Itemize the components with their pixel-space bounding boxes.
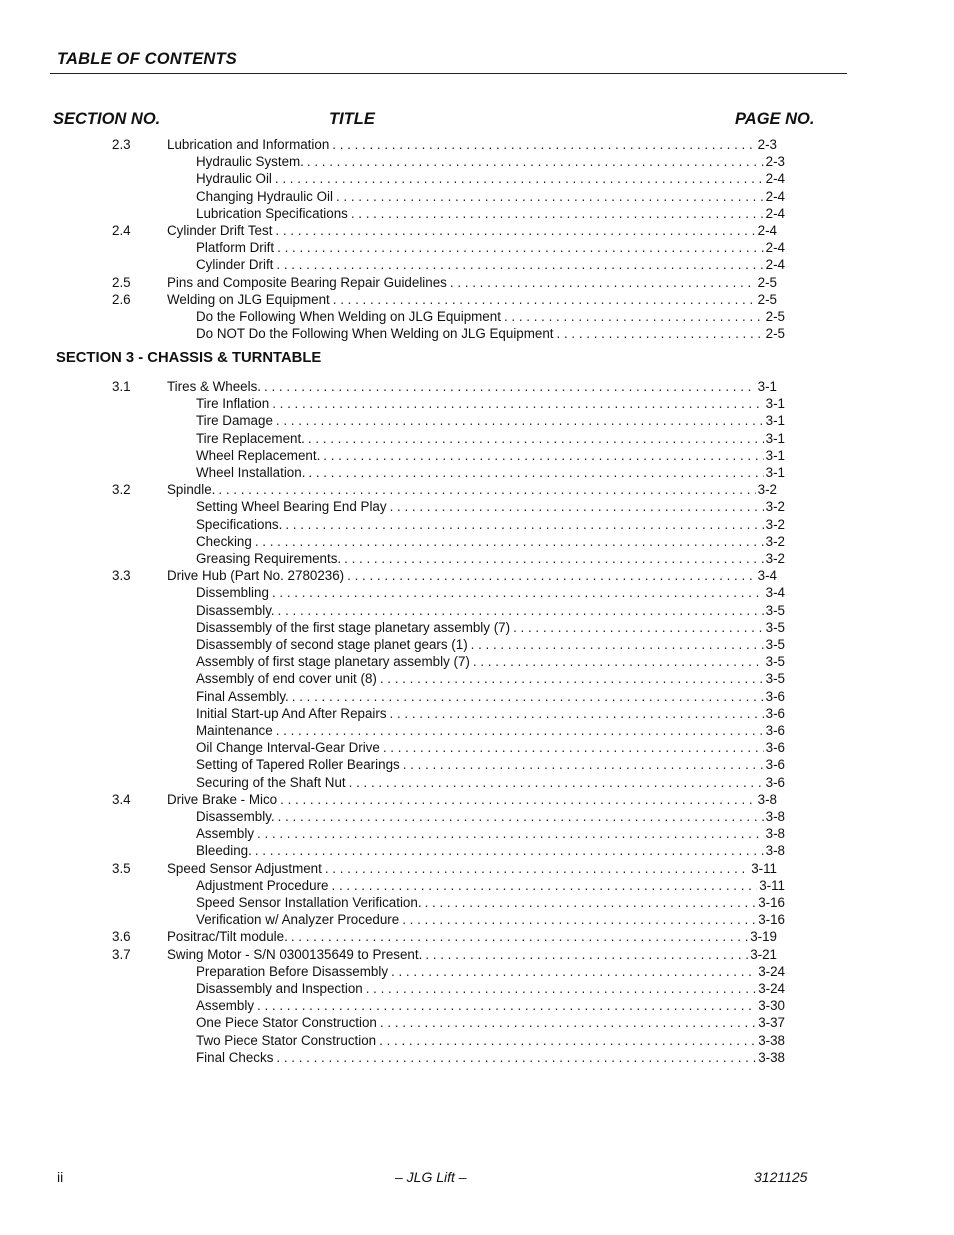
toc-dot-leader	[292, 688, 764, 705]
toc-page-number: 3-30	[758, 998, 785, 1014]
toc-entry-title: Wheel Installation.	[196, 465, 306, 480]
toc-dot-leader	[471, 636, 764, 653]
toc-section-number: 2.5	[112, 274, 131, 290]
column-heading-section-no: SECTION NO.	[53, 110, 161, 128]
toc-subsection-row	[0, 447, 954, 464]
footer-page-number: ii	[57, 1169, 64, 1185]
toc-page-number: 3-6	[765, 688, 785, 704]
toc-subsection-row	[0, 980, 954, 997]
toc-page-number: 3-1	[765, 430, 785, 446]
toc-section-row	[0, 860, 954, 877]
toc-entry-title: Hydraulic Oil	[196, 171, 272, 187]
toc-dot-leader	[276, 722, 764, 739]
toc-dot-leader	[383, 739, 764, 756]
toc-dot-leader	[379, 1032, 756, 1049]
toc-subsection-row	[0, 894, 954, 911]
toc-page-number: 3-11	[759, 877, 785, 893]
toc-page-number: 3-6	[765, 723, 785, 738]
toc-subsection-row	[0, 170, 954, 187]
toc-entry	[196, 722, 785, 739]
toc-section-number: 3.6	[112, 929, 131, 945]
toc-dot-leader	[403, 756, 764, 773]
toc-page-number: 3-6	[765, 740, 785, 756]
toc-dot-leader	[504, 308, 764, 325]
toc-dot-leader	[257, 997, 756, 1014]
toc-entry	[196, 395, 785, 412]
toc-page-number: 3-2	[757, 482, 777, 498]
toc-entry	[196, 705, 785, 722]
toc-entry-title: Tire Replacement.	[196, 430, 305, 446]
toc-subsection-row	[0, 1014, 954, 1031]
toc-page-number: 3-1	[765, 413, 785, 429]
toc-section-row	[0, 136, 954, 153]
toc-entry	[196, 619, 785, 636]
toc-section-row	[0, 222, 954, 239]
toc-dot-leader	[275, 222, 755, 239]
toc-page-number: 3-1	[757, 379, 777, 394]
toc-page-number: 3-6	[765, 774, 785, 790]
toc-entry-title: Cylinder Drift	[196, 257, 274, 273]
toc-subsection-row	[0, 395, 954, 412]
toc-entry-title: Bleeding.	[196, 843, 252, 859]
toc-dot-leader	[390, 705, 764, 722]
toc-dot-leader	[276, 1049, 756, 1066]
toc-entry	[196, 808, 785, 825]
toc-subsection-row	[0, 308, 954, 325]
toc-entry	[196, 239, 785, 256]
toc-subsection-row	[0, 653, 954, 670]
toc-entry-title: Final Checks	[196, 1049, 274, 1065]
toc-page-number: 3-24	[758, 981, 785, 996]
toc-entry-title: Speed Sensor Adjustment	[167, 860, 322, 876]
toc-entry	[196, 877, 785, 894]
toc-dot-leader	[333, 291, 756, 308]
toc-dot-leader	[425, 894, 757, 911]
toc-page-number: 3-11	[751, 860, 777, 876]
toc-page-number: 3-5	[765, 671, 785, 687]
toc-page-number: 3-24	[758, 963, 785, 979]
toc-subsection-row	[0, 516, 954, 533]
toc-dot-leader	[291, 928, 748, 945]
toc-dot-leader	[425, 946, 748, 963]
toc-entry	[167, 291, 777, 308]
toc-entry-title: Initial Start-up And After Repairs	[196, 705, 387, 721]
toc-dot-leader	[218, 481, 755, 498]
toc-subsection-row	[0, 774, 954, 791]
toc-page-number: 3-5	[765, 619, 785, 635]
toc-entry-title: Pins and Composite Bearing Repair Guidelines	[167, 274, 447, 290]
toc-subsection-row	[0, 325, 954, 342]
toc-dot-leader	[272, 584, 764, 601]
toc-entry-title: Oil Change Interval-Gear Drive	[196, 740, 380, 756]
toc-entry-title: Tire Inflation	[196, 396, 270, 412]
toc-page-number: 2-5	[765, 326, 785, 342]
toc-subsection-row	[0, 619, 954, 636]
toc-entry	[196, 170, 785, 187]
toc-page-number: 2-4	[765, 257, 785, 273]
toc-dot-leader	[450, 274, 756, 291]
toc-subsection-row	[0, 877, 954, 894]
toc-entry	[196, 1032, 785, 1049]
toc-dot-leader	[255, 533, 764, 550]
toc-entry	[196, 670, 785, 687]
toc-section-row	[0, 928, 954, 945]
toc-dot-leader	[255, 842, 764, 859]
toc-subsection-row	[0, 239, 954, 256]
toc-subsection-row	[0, 430, 954, 447]
toc-section-number: 2.4	[112, 223, 131, 238]
toc-section-number: 3.2	[112, 482, 131, 498]
toc-entry-title: Adjustment Procedure	[196, 877, 329, 893]
toc-page-number: 2-5	[757, 274, 777, 290]
toc-entry	[196, 842, 785, 859]
toc-entry	[196, 997, 785, 1014]
toc-entry-title: Drive Brake - Mico	[167, 791, 278, 807]
toc-page-number: 2-4	[765, 188, 785, 204]
toc-entry	[167, 222, 777, 239]
toc-entry	[196, 205, 785, 222]
toc-entry	[196, 688, 785, 705]
toc-entry-title: Swing Motor - S/N 0300135649 to Present.	[167, 946, 423, 962]
toc-dot-leader	[473, 653, 764, 670]
toc-dot-leader	[276, 412, 764, 429]
toc-entry	[167, 946, 777, 963]
toc-dot-leader	[402, 911, 756, 928]
toc-entry-title: Verification w/ Analyzer Procedure	[196, 912, 400, 928]
toc-entry-title: Platform Drift	[196, 240, 275, 256]
toc-subsection-row	[0, 842, 954, 859]
toc-subsection-row	[0, 205, 954, 222]
header-divider	[50, 73, 847, 74]
toc-dot-leader	[349, 774, 764, 791]
toc-entry-title: Tires & Wheels.	[167, 379, 262, 394]
toc-page-number: 3-5	[765, 637, 785, 652]
column-heading-title: TITLE	[329, 110, 375, 128]
toc-dot-leader	[351, 205, 764, 222]
toc-entry-title: Securing of the Shaft Nut	[196, 774, 346, 790]
toc-entry-title: Cylinder Drift Test	[167, 223, 273, 238]
toc-page-number: 3-6	[765, 705, 785, 721]
toc-page-number: 3-4	[765, 585, 785, 601]
toc-page-number: 3-5	[765, 654, 785, 670]
toc-page-number: 2-4	[757, 223, 777, 238]
toc-entry-title: Final Assembly.	[196, 688, 289, 704]
toc-entry-title: Disassembly of second stage planet gears (1)	[196, 637, 468, 652]
toc-dot-leader	[332, 136, 755, 153]
toc-dot-leader	[278, 602, 764, 619]
toc-dot-leader	[272, 395, 763, 412]
toc-entry-title: Spindle.	[167, 482, 216, 498]
toc-entry	[196, 980, 785, 997]
toc-entry-title: Changing Hydraulic Oil	[196, 188, 333, 204]
toc-page-number: 3-1	[765, 465, 785, 480]
toc-entry	[196, 963, 785, 980]
toc-subsection-row	[0, 256, 954, 273]
toc-entry	[196, 256, 785, 273]
toc-subsection-row	[0, 498, 954, 515]
toc-entry-title: Disassembly of the first stage planetary assembly (7)	[196, 619, 511, 635]
toc-entry	[196, 653, 785, 670]
toc-dot-leader	[308, 430, 764, 447]
toc-dot-leader	[380, 670, 764, 687]
toc-section-row	[0, 481, 954, 498]
toc-page-number: 2-4	[765, 240, 785, 256]
toc-entry	[196, 325, 785, 342]
toc-page-number: 3-8	[765, 809, 785, 824]
toc-entry-title: Specifications.	[196, 516, 283, 532]
toc-entry-title: Setting Wheel Bearing End Play	[196, 499, 387, 515]
toc-section-row	[0, 378, 954, 395]
toc-entry	[196, 756, 785, 773]
toc-entry	[167, 791, 777, 808]
toc-entry	[196, 825, 785, 842]
toc-section-number: 2.3	[112, 137, 131, 152]
toc-entry-title: Greasing Requirements.	[196, 551, 342, 566]
toc-dot-leader	[264, 378, 756, 395]
toc-dot-leader	[277, 239, 764, 256]
toc-dot-leader	[336, 188, 764, 205]
toc-dot-leader	[257, 825, 764, 842]
toc-page-number: 3-1	[765, 396, 785, 412]
toc-entry-title: Disassembly and Inspection	[196, 981, 363, 996]
toc-entry	[196, 774, 785, 791]
toc-subsection-row	[0, 412, 954, 429]
toc-subsection-row	[0, 602, 954, 619]
toc-page-number: 3-38	[758, 1049, 785, 1065]
toc-page-number: 2-5	[757, 291, 777, 307]
toc-entry	[196, 430, 785, 447]
toc-entry	[167, 567, 777, 584]
toc-dot-leader	[280, 791, 756, 808]
toc-dot-leader	[307, 153, 764, 170]
toc-section-number: 3.3	[112, 568, 131, 584]
toc-section-number: 3.7	[112, 946, 131, 962]
toc-subsection-row	[0, 636, 954, 653]
toc-dot-leader	[380, 1014, 756, 1031]
toc-subsection-row	[0, 739, 954, 756]
toc-page-number: 3-5	[765, 602, 785, 618]
toc-entry	[196, 602, 785, 619]
toc-page-number: 3-8	[757, 791, 777, 807]
toc-entry-title: Preparation Before Disassembly	[196, 963, 389, 979]
toc-subsection-row	[0, 1049, 954, 1066]
toc-entry	[196, 550, 785, 567]
toc-dot-leader	[347, 567, 756, 584]
toc-subsection-row	[0, 464, 954, 481]
toc-section-row	[0, 567, 954, 584]
toc-dot-leader	[275, 170, 764, 187]
toc-subsection-row	[0, 825, 954, 842]
toc-subsection-row	[0, 188, 954, 205]
toc-entry-title: Assembly of end cover unit (8)	[196, 671, 377, 687]
toc-dot-leader	[276, 256, 763, 273]
toc-entry-title: Speed Sensor Installation Verification.	[196, 895, 422, 910]
toc-subsection-row	[0, 688, 954, 705]
toc-entry	[196, 584, 785, 601]
toc-section-row	[0, 291, 954, 308]
toc-entry	[196, 188, 785, 205]
toc-entry	[196, 447, 785, 464]
toc-subsection-row	[0, 756, 954, 773]
toc-entry-title: Do NOT Do the Following When Welding on JLG Equipment	[196, 326, 554, 342]
toc-subsection-row	[0, 911, 954, 928]
toc-entry-title: Two Piece Stator Construction	[196, 1032, 377, 1048]
toc-entry	[196, 516, 785, 533]
toc-entry	[196, 153, 785, 170]
toc-entry	[167, 928, 777, 945]
toc-page-number: 2-4	[765, 205, 785, 221]
column-heading-page-no: PAGE NO.	[735, 110, 815, 128]
toc-dot-leader	[325, 860, 749, 877]
toc-page-number: 3-37	[758, 1015, 785, 1031]
toc-section-row	[0, 946, 954, 963]
toc-entry-title: Drive Hub (Part No. 2780236)	[167, 568, 345, 584]
toc-page-number: 3-1	[765, 447, 785, 463]
toc-subsection-row	[0, 550, 954, 567]
toc-subsection-row	[0, 722, 954, 739]
toc-page-number: 3-8	[765, 826, 785, 842]
toc-entry	[196, 533, 785, 550]
toc-section-number: 3.5	[112, 860, 131, 876]
toc-page-number: 3-16	[758, 895, 785, 910]
toc-page-number: 3-21	[750, 946, 777, 962]
toc-entry-title: Hydraulic System.	[196, 154, 304, 170]
toc-entry	[196, 911, 785, 928]
toc-page-number: 3-2	[765, 533, 785, 549]
toc-section-row	[0, 791, 954, 808]
toc-page-number: 3-4	[757, 568, 777, 584]
toc-dot-leader	[285, 516, 763, 533]
toc-entry-title: Assembly	[196, 998, 255, 1014]
toc-entry-title: Setting of Tapered Roller Bearings	[196, 757, 400, 773]
toc-entry	[167, 860, 777, 877]
toc-entry-title: Do the Following When Welding on JLG Equipment	[196, 309, 501, 324]
toc-entry	[196, 308, 785, 325]
toc-entry-title: Dissembling	[196, 585, 269, 601]
toc-subsection-row	[0, 670, 954, 687]
toc-section-number: 3.1	[112, 379, 131, 394]
toc-entry-title: One Piece Stator Construction	[196, 1015, 377, 1031]
toc-entry	[196, 464, 785, 481]
toc-subsection-row	[0, 963, 954, 980]
toc-dot-leader	[366, 980, 756, 997]
toc-subsection-row	[0, 808, 954, 825]
toc-dot-leader	[391, 963, 756, 980]
toc-dot-leader	[390, 498, 764, 515]
toc-dot-leader	[332, 877, 758, 894]
toc-section-number: 2.6	[112, 291, 131, 307]
toc-subsection-row	[0, 533, 954, 550]
toc-entry-title: Checking	[196, 533, 252, 549]
toc-dot-leader	[278, 808, 764, 825]
toc-entry	[196, 412, 785, 429]
toc-entry-title: Assembly of first stage planetary assembly (7)	[196, 654, 470, 670]
toc-section-number: 3.4	[112, 791, 131, 807]
toc-dot-leader	[308, 464, 763, 481]
toc-page-number: 3-8	[765, 843, 785, 859]
toc-entry	[196, 739, 785, 756]
toc-entry	[196, 498, 785, 515]
toc-dot-leader	[323, 447, 763, 464]
toc-entry	[196, 1014, 785, 1031]
toc-entry	[167, 481, 777, 498]
toc-entry-title: Lubrication Specifications	[196, 205, 348, 221]
toc-entry-title: Disassembly.	[196, 602, 275, 618]
toc-page-number: 3-2	[765, 516, 785, 532]
toc-page-number: 2-5	[765, 309, 785, 324]
footer-center-text: – JLG Lift –	[395, 1169, 467, 1185]
toc-entry	[196, 1049, 785, 1066]
footer-document-number: 3121125	[754, 1169, 808, 1185]
toc-subsection-row	[0, 153, 954, 170]
toc-entry-title: Wheel Replacement.	[196, 447, 321, 463]
toc-page-number: 2-3	[765, 154, 785, 170]
toc-entry	[167, 378, 777, 395]
toc-subsection-row	[0, 1032, 954, 1049]
toc-dot-leader	[557, 325, 764, 342]
page-title: TABLE OF CONTENTS	[57, 50, 238, 68]
toc-section-row	[0, 274, 954, 291]
toc-entry-title: Lubrication and Information	[167, 137, 330, 152]
section-3-heading: SECTION 3 - CHASSIS & TURNTABLE	[56, 350, 322, 366]
toc-subsection-row	[0, 997, 954, 1014]
toc-entry-title: Positrac/Tilt module.	[167, 929, 288, 945]
toc-dot-leader	[513, 619, 764, 636]
toc-entry	[167, 274, 777, 291]
toc-entry	[196, 636, 785, 653]
toc-page-number: 3-38	[758, 1032, 785, 1048]
toc-subsection-row	[0, 705, 954, 722]
toc-page-number: 3-2	[765, 551, 785, 566]
toc-entry-title: Welding on JLG Equipment	[167, 291, 330, 307]
toc-dot-leader	[344, 550, 764, 567]
toc-page-number: 3-6	[765, 757, 785, 773]
toc-entry	[167, 136, 777, 153]
toc-entry-title: Disassembly.	[196, 809, 275, 824]
toc-page-number: 2-4	[765, 171, 785, 187]
toc-entry-title: Assembly	[196, 826, 255, 842]
toc-entry	[196, 894, 785, 911]
toc-page-number: 3-19	[750, 929, 777, 945]
toc-page-number: 3-2	[765, 499, 785, 515]
toc-entry-title: Tire Damage	[196, 413, 273, 429]
toc-page-number: 3-16	[758, 912, 785, 928]
toc-page-number: 2-3	[757, 137, 777, 152]
toc-entry-title: Maintenance	[196, 723, 273, 738]
toc-subsection-row	[0, 584, 954, 601]
